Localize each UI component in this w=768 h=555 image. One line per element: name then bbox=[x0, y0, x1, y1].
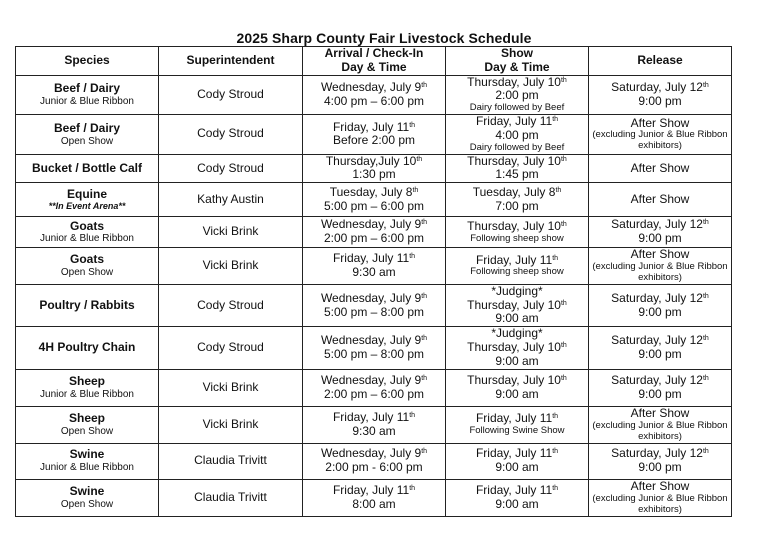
release-date: Saturday, July 12th bbox=[611, 217, 709, 232]
page-title: 2025 Sharp County Fair Livestock Schedule bbox=[236, 30, 532, 46]
species-name: Poultry / Rabbits bbox=[39, 297, 135, 312]
show-date: Friday, July 11th bbox=[475, 411, 559, 426]
species-subtitle: Junior & Blue Ribbon bbox=[40, 96, 134, 107]
release-note: (excluding Junior & Blue Ribbon exhibitors) bbox=[592, 492, 728, 515]
superintendent-cell: Cody Stroud bbox=[159, 115, 303, 155]
header-species: Species bbox=[16, 47, 159, 76]
ordinal-suffix: th bbox=[552, 413, 559, 421]
arrival-date: Wednesday, July 9th bbox=[320, 217, 428, 232]
table-row bbox=[16, 406, 732, 443]
ordinal-suffix: th bbox=[560, 76, 567, 84]
arrival-time: 5:00 pm – 6:00 pm bbox=[323, 198, 425, 213]
release-time: After Show bbox=[630, 160, 690, 175]
ordinal-suffix: th bbox=[552, 116, 559, 124]
show-time: *Judging* bbox=[491, 284, 543, 298]
ordinal-suffix: th bbox=[409, 484, 416, 492]
arrival-cell bbox=[303, 115, 446, 155]
species-name: Beef / Dairy bbox=[53, 120, 121, 135]
species-name: Sheep bbox=[68, 410, 105, 425]
show-cell bbox=[446, 217, 589, 248]
release-time: 9:00 pm bbox=[638, 346, 682, 361]
arrival-time: 9:30 am bbox=[352, 423, 396, 438]
ordinal-suffix: th bbox=[409, 411, 416, 419]
show-date: Thursday, July 10th bbox=[467, 154, 567, 168]
show-cell bbox=[446, 443, 589, 479]
release-time: After Show bbox=[630, 479, 690, 493]
ordinal-suffix: th bbox=[560, 155, 567, 163]
species-cell bbox=[16, 479, 159, 516]
table-row bbox=[16, 369, 732, 406]
species-cell bbox=[16, 183, 159, 217]
species-cell bbox=[16, 369, 159, 406]
arrival-time: 2:00 pm – 6:00 pm bbox=[323, 231, 425, 246]
show-cell bbox=[446, 183, 589, 217]
species-subtitle: Open Show bbox=[60, 267, 114, 279]
release-time: After Show bbox=[630, 247, 690, 262]
show-time: 9:00 am bbox=[495, 353, 539, 368]
ordinal-suffix: th bbox=[560, 299, 567, 307]
show-cell bbox=[446, 327, 589, 369]
ordinal-suffix: th bbox=[409, 253, 416, 261]
show-date: Thursday, July 10th bbox=[467, 75, 567, 89]
show-date: Friday, July 11th bbox=[475, 446, 559, 461]
show-date: Thursday, July 10th bbox=[467, 372, 567, 387]
superintendent-cell: Vicki Brink bbox=[159, 406, 303, 443]
species-subtitle: Junior & Blue Ribbon bbox=[40, 462, 134, 474]
arrival-cell bbox=[303, 406, 446, 443]
table-row bbox=[16, 327, 732, 369]
table-row bbox=[16, 479, 732, 516]
species-cell bbox=[16, 75, 159, 115]
show-date: Friday, July 11th bbox=[475, 482, 559, 497]
release-cell bbox=[589, 284, 732, 326]
show-note: Following sheep show bbox=[470, 232, 564, 244]
arrival-time: 8:00 am bbox=[352, 496, 396, 511]
release-time: 9:00 pm bbox=[638, 304, 682, 319]
release-time: After Show bbox=[630, 115, 690, 130]
species-name: Swine bbox=[69, 447, 105, 462]
ordinal-suffix: th bbox=[560, 342, 567, 350]
arrival-time: 4:00 pm – 6:00 pm bbox=[323, 93, 425, 108]
superintendent-cell: Cody Stroud bbox=[159, 154, 303, 183]
ordinal-suffix: th bbox=[702, 448, 709, 456]
show-date: Thursday, July 10th bbox=[467, 297, 567, 312]
arrival-time: Before 2:00 pm bbox=[332, 133, 416, 148]
ordinal-suffix: th bbox=[421, 448, 428, 456]
show-date: Tuesday, July 8th bbox=[472, 184, 562, 199]
ordinal-suffix: th bbox=[421, 374, 428, 382]
release-cell bbox=[589, 406, 732, 443]
superintendent-cell: Cody Stroud bbox=[159, 75, 303, 115]
arrival-cell bbox=[303, 284, 446, 326]
header-release: Release bbox=[589, 47, 732, 76]
arrival-date: Wednesday, July 9th bbox=[320, 333, 428, 348]
release-cell bbox=[589, 248, 732, 285]
ordinal-suffix: th bbox=[421, 335, 428, 343]
superintendent-cell: Claudia Trivitt bbox=[159, 443, 303, 479]
show-date: Friday, July 11th bbox=[475, 114, 559, 129]
superintendent-cell: Vicki Brink bbox=[159, 217, 303, 248]
release-note: (excluding Junior & Blue Ribbon exhibitors) bbox=[592, 261, 728, 283]
release-cell bbox=[589, 75, 732, 115]
arrival-time: 5:00 pm – 8:00 pm bbox=[323, 346, 425, 361]
species-cell bbox=[16, 284, 159, 326]
show-time: 1:45 pm bbox=[495, 167, 539, 182]
ordinal-suffix: th bbox=[552, 254, 559, 262]
livestock-schedule-table bbox=[15, 46, 732, 517]
arrival-cell bbox=[303, 443, 446, 479]
arrival-date: Friday, July 11th bbox=[332, 251, 416, 266]
species-subtitle: Junior & Blue Ribbon bbox=[40, 233, 134, 245]
ordinal-suffix: th bbox=[416, 155, 423, 163]
arrival-date: Wednesday, July 9th bbox=[320, 446, 428, 461]
table-row bbox=[16, 115, 732, 155]
species-cell bbox=[16, 154, 159, 183]
arrival-cell bbox=[303, 217, 446, 248]
release-date: Saturday, July 12th bbox=[611, 290, 709, 305]
release-time: 9:00 pm bbox=[638, 231, 682, 246]
show-note: Following sheep show bbox=[470, 266, 564, 278]
table-row bbox=[16, 284, 732, 326]
arrival-cell bbox=[303, 248, 446, 285]
species-cell bbox=[16, 217, 159, 248]
arrival-date: Wednesday, July 9th bbox=[320, 80, 428, 95]
release-time: 9:00 pm bbox=[638, 386, 682, 401]
arrival-time: 2:00 pm – 6:00 pm bbox=[323, 386, 425, 401]
release-cell bbox=[589, 115, 732, 155]
release-date: Saturday, July 12th bbox=[611, 80, 709, 95]
species-subtitle: Open Show bbox=[60, 498, 114, 510]
arrival-cell bbox=[303, 75, 446, 115]
show-cell bbox=[446, 479, 589, 516]
release-note: (excluding Junior & Blue Ribbon exhibitors) bbox=[592, 129, 728, 152]
ordinal-suffix: th bbox=[421, 292, 428, 300]
release-cell bbox=[589, 183, 732, 217]
show-date: Friday, July 11th bbox=[475, 252, 559, 267]
species-name: Beef / Dairy bbox=[53, 81, 121, 96]
arrival-date: Friday, July 11th bbox=[332, 409, 416, 424]
arrival-cell bbox=[303, 479, 446, 516]
ordinal-suffix: th bbox=[555, 186, 562, 194]
ordinal-suffix: th bbox=[702, 374, 709, 382]
arrival-cell bbox=[303, 183, 446, 217]
show-time: 9:00 am bbox=[495, 496, 539, 511]
superintendent-cell: Claudia Trivitt bbox=[159, 479, 303, 516]
release-time: After Show bbox=[630, 406, 690, 420]
superintendent-cell: Kathy Austin bbox=[159, 183, 303, 217]
table-row bbox=[16, 75, 732, 115]
species-subtitle: **In Event Arena** bbox=[48, 201, 126, 212]
ordinal-suffix: th bbox=[702, 335, 709, 343]
species-name: Goats bbox=[69, 218, 104, 233]
arrival-date: Wednesday, July 9th bbox=[320, 290, 428, 305]
species-cell bbox=[16, 248, 159, 285]
ordinal-suffix: th bbox=[421, 219, 428, 227]
table-row bbox=[16, 217, 732, 248]
arrival-date: Friday, July 11th bbox=[332, 482, 416, 497]
release-cell bbox=[589, 479, 732, 516]
species-name: Equine bbox=[66, 186, 107, 201]
arrival-date: Wednesday, July 9th bbox=[320, 372, 428, 387]
show-cell bbox=[446, 406, 589, 443]
show-time: 9:00 am bbox=[495, 386, 539, 401]
ordinal-suffix: th bbox=[412, 186, 419, 194]
ordinal-suffix: th bbox=[702, 219, 709, 227]
table-row bbox=[16, 154, 732, 183]
show-note: Following Swine Show bbox=[469, 425, 565, 437]
arrival-date: Thursday,July 10th bbox=[325, 154, 423, 168]
header-row bbox=[16, 47, 732, 76]
table-row bbox=[16, 248, 732, 285]
release-time: 9:00 pm bbox=[638, 460, 682, 475]
ordinal-suffix: th bbox=[560, 374, 567, 382]
release-date: Saturday, July 12th bbox=[611, 333, 709, 348]
species-cell bbox=[16, 327, 159, 369]
header-show: Show Day & Time bbox=[446, 47, 589, 76]
arrival-time: 5:00 pm – 8:00 pm bbox=[323, 304, 425, 319]
species-name: Sheep bbox=[68, 373, 105, 388]
species-name: Goats bbox=[69, 252, 104, 267]
show-time: 2:00 pm bbox=[495, 88, 539, 103]
arrival-date: Tuesday, July 8th bbox=[329, 184, 419, 199]
arrival-cell bbox=[303, 369, 446, 406]
header-arrival: Arrival / Check-In Day & Time bbox=[303, 47, 446, 76]
arrival-time: 9:30 am bbox=[352, 265, 396, 280]
arrival-date: Friday, July 11th bbox=[332, 119, 416, 134]
arrival-time: 1:30 pm bbox=[352, 167, 396, 182]
release-cell bbox=[589, 443, 732, 479]
show-cell bbox=[446, 284, 589, 326]
release-cell bbox=[589, 327, 732, 369]
show-cell bbox=[446, 115, 589, 155]
species-cell bbox=[16, 443, 159, 479]
ordinal-suffix: th bbox=[702, 292, 709, 300]
show-time: 7:00 pm bbox=[495, 198, 539, 213]
show-time: 9:00 am bbox=[495, 311, 539, 326]
show-cell bbox=[446, 248, 589, 285]
species-subtitle: Open Show bbox=[60, 425, 114, 437]
superintendent-cell: Cody Stroud bbox=[159, 327, 303, 369]
release-note: (excluding Junior & Blue Ribbon exhibitors) bbox=[592, 419, 728, 442]
superintendent-cell: Cody Stroud bbox=[159, 284, 303, 326]
show-time: 4:00 pm bbox=[495, 127, 539, 142]
show-note: Dairy followed by Beef bbox=[469, 141, 565, 153]
show-cell bbox=[446, 75, 589, 115]
species-name: Swine bbox=[69, 483, 105, 498]
show-cell bbox=[446, 369, 589, 406]
release-cell bbox=[589, 217, 732, 248]
superintendent-cell: Vicki Brink bbox=[159, 248, 303, 285]
ordinal-suffix: th bbox=[552, 484, 559, 492]
show-note: Dairy followed by Beef bbox=[469, 102, 565, 114]
ordinal-suffix: th bbox=[560, 220, 567, 228]
arrival-cell bbox=[303, 154, 446, 183]
show-cell bbox=[446, 154, 589, 183]
species-cell bbox=[16, 406, 159, 443]
ordinal-suffix: th bbox=[702, 82, 709, 90]
arrival-time: 2:00 pm - 6:00 pm bbox=[325, 460, 423, 475]
show-date: Thursday, July 10th bbox=[467, 218, 567, 233]
species-name: Bucket / Bottle Calf bbox=[31, 160, 142, 175]
show-time: *Judging* bbox=[491, 326, 543, 341]
release-date: Saturday, July 12th bbox=[611, 446, 709, 461]
arrival-cell bbox=[303, 327, 446, 369]
table-row bbox=[16, 443, 732, 479]
header-superintendent: Superintendent bbox=[159, 47, 303, 76]
release-time: After Show bbox=[630, 191, 690, 206]
table-row bbox=[16, 183, 732, 217]
release-date: Saturday, July 12th bbox=[611, 372, 709, 387]
show-time: 9:00 am bbox=[495, 460, 539, 475]
release-time: 9:00 pm bbox=[638, 93, 682, 108]
species-name: 4H Poultry Chain bbox=[38, 340, 136, 355]
release-cell bbox=[589, 154, 732, 183]
ordinal-suffix: th bbox=[552, 448, 559, 456]
species-subtitle: Junior & Blue Ribbon bbox=[40, 388, 134, 400]
superintendent-cell: Vicki Brink bbox=[159, 369, 303, 406]
show-date: Thursday, July 10th bbox=[467, 340, 567, 355]
ordinal-suffix: th bbox=[409, 121, 416, 129]
release-cell bbox=[589, 369, 732, 406]
ordinal-suffix: th bbox=[421, 82, 428, 90]
species-subtitle: Open Show bbox=[60, 135, 114, 147]
species-cell bbox=[16, 115, 159, 155]
